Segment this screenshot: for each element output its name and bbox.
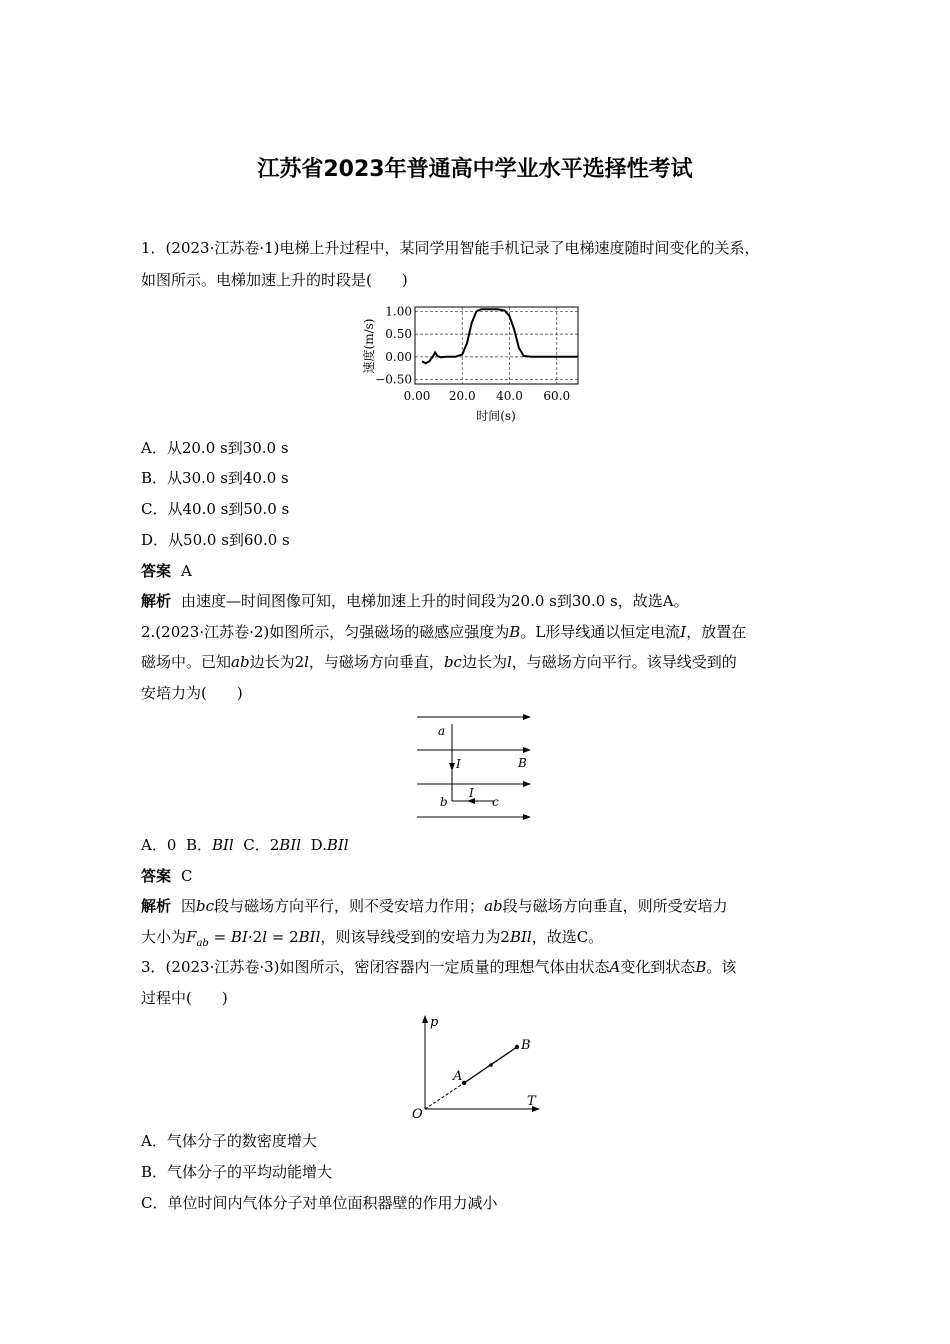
chart-frame: [415, 307, 578, 384]
q1-answer: [141, 561, 821, 581]
label-O: O: [412, 1107, 423, 1122]
analysis-label: 解析: [141, 897, 172, 915]
q1-stem-line1: 1．(2023·江苏卷·1)电梯上升过程中，某同学用智能手机记录了电梯速度随时间变化的关系，: [141, 239, 760, 257]
q2-stem-line1: 2.(2023·江苏卷·2)如图所示，匀强磁场的磁感应强度为B。L形导线通以恒定电流I，放置在: [141, 623, 747, 641]
chart-grid: [415, 307, 578, 384]
q1-option-c: C．从40.0 s到50.0 s: [141, 500, 290, 518]
q1-option-b: B．从30.0 s到40.0 s: [141, 469, 289, 487]
q3-option-b: B．气体分子的平均动能增大: [141, 1163, 333, 1181]
x-tick-0: 0.00: [403, 389, 431, 403]
label-c: c: [492, 795, 499, 809]
point-mid: [489, 1063, 493, 1067]
q3-option-a: A．气体分子的数密度增大: [141, 1132, 317, 1150]
q3-stem-line1: 3．(2023·江苏卷·3)如图所示，密闭容器内一定质量的理想气体由状态A变化到状态B。该: [141, 958, 737, 976]
q2-option-a: A．0: [141, 836, 177, 854]
q2-stem-line3: 安培力为( ): [141, 684, 243, 702]
q1-option-a: A．从20.0 s到30.0 s: [141, 439, 289, 457]
answer-value: A: [181, 562, 192, 580]
x-axis-label: 时间(s): [476, 409, 516, 423]
q2-stem-line2: 磁场中。已知ab边长为2l，与磁场方向垂直，bc边长为l，与磁场方向平行。该导线受到的: [141, 653, 737, 671]
y-tick-1: 0.50: [385, 327, 412, 342]
label-T: T: [527, 1094, 536, 1109]
q2-option-b: BIl: [211, 836, 234, 854]
page-title: 江苏省2023年普通高中学业水平选择性考试: [257, 157, 693, 182]
label-I-bc: I: [469, 786, 474, 800]
q1-velocity-chart: [355, 298, 595, 428]
y-tick-labels: [375, 305, 412, 387]
y-tick-3: −0.50: [375, 372, 412, 387]
analysis-label: 解析: [141, 592, 172, 610]
y-tick-0: 1.00: [385, 304, 412, 319]
q2-options: A．0 B．BIl C．2BIl D.BIl: [141, 836, 349, 854]
point-A: [462, 1081, 466, 1085]
q1-option-d: D．从50.0 s到60.0 s: [141, 531, 290, 549]
q2-magnetic-field-figure: [410, 708, 540, 824]
q3-stem-line2: 过程中( ): [141, 989, 228, 1007]
q2-option-d: BIl: [326, 836, 349, 854]
label-a: a: [438, 724, 446, 738]
q1-analysis: [141, 591, 821, 611]
q2-analysis-line1: 解析 因bc段与磁场方向平行，则不受安培力作用；ab段与磁场方向垂直，则所受安培力: [141, 897, 728, 915]
x-tick-1: 20.0: [448, 389, 476, 403]
label-p: p: [430, 1015, 439, 1030]
label-A: A: [453, 1069, 463, 1084]
x-tick-2: 40.0: [496, 389, 523, 403]
answer-label: 答案: [141, 562, 172, 580]
q2-answer: [141, 866, 821, 886]
q2-analysis-line2: 大小为$F_{ab} = BI\cdot 2l = 2BIl$，则该导线受到的安培力为2BIl，故选C。: [141, 928, 604, 949]
label-b: b: [440, 795, 448, 809]
label-B: B: [521, 1038, 531, 1053]
series-line-velocity: [422, 309, 578, 363]
answer-value: C: [181, 867, 193, 885]
q3-pT-graph: [405, 1012, 545, 1124]
point-B: [515, 1045, 519, 1049]
analysis-text: 由速度—时间图像可知，电梯加速上升的时间段为20.0 s到30.0 s，故选A。: [181, 592, 689, 610]
y-axis-label: 速度(m/s): [362, 318, 376, 374]
label-I-ab: I: [456, 757, 461, 771]
dashed-extension: [425, 1083, 464, 1109]
label-B: B: [518, 756, 527, 770]
q1-stem-line2: 如图所示。电梯加速上升的时段是( ): [141, 271, 408, 289]
q2-option-c: BIl: [279, 836, 302, 854]
answer-label: 答案: [141, 867, 172, 885]
q3-option-c: C．单位时间内气体分子对单位面积器壁的作用力减小: [141, 1194, 498, 1212]
x-tick-3: 60.0: [543, 389, 571, 403]
x-tick-labels: [404, 389, 570, 403]
y-tick-2: 0.00: [385, 349, 412, 364]
